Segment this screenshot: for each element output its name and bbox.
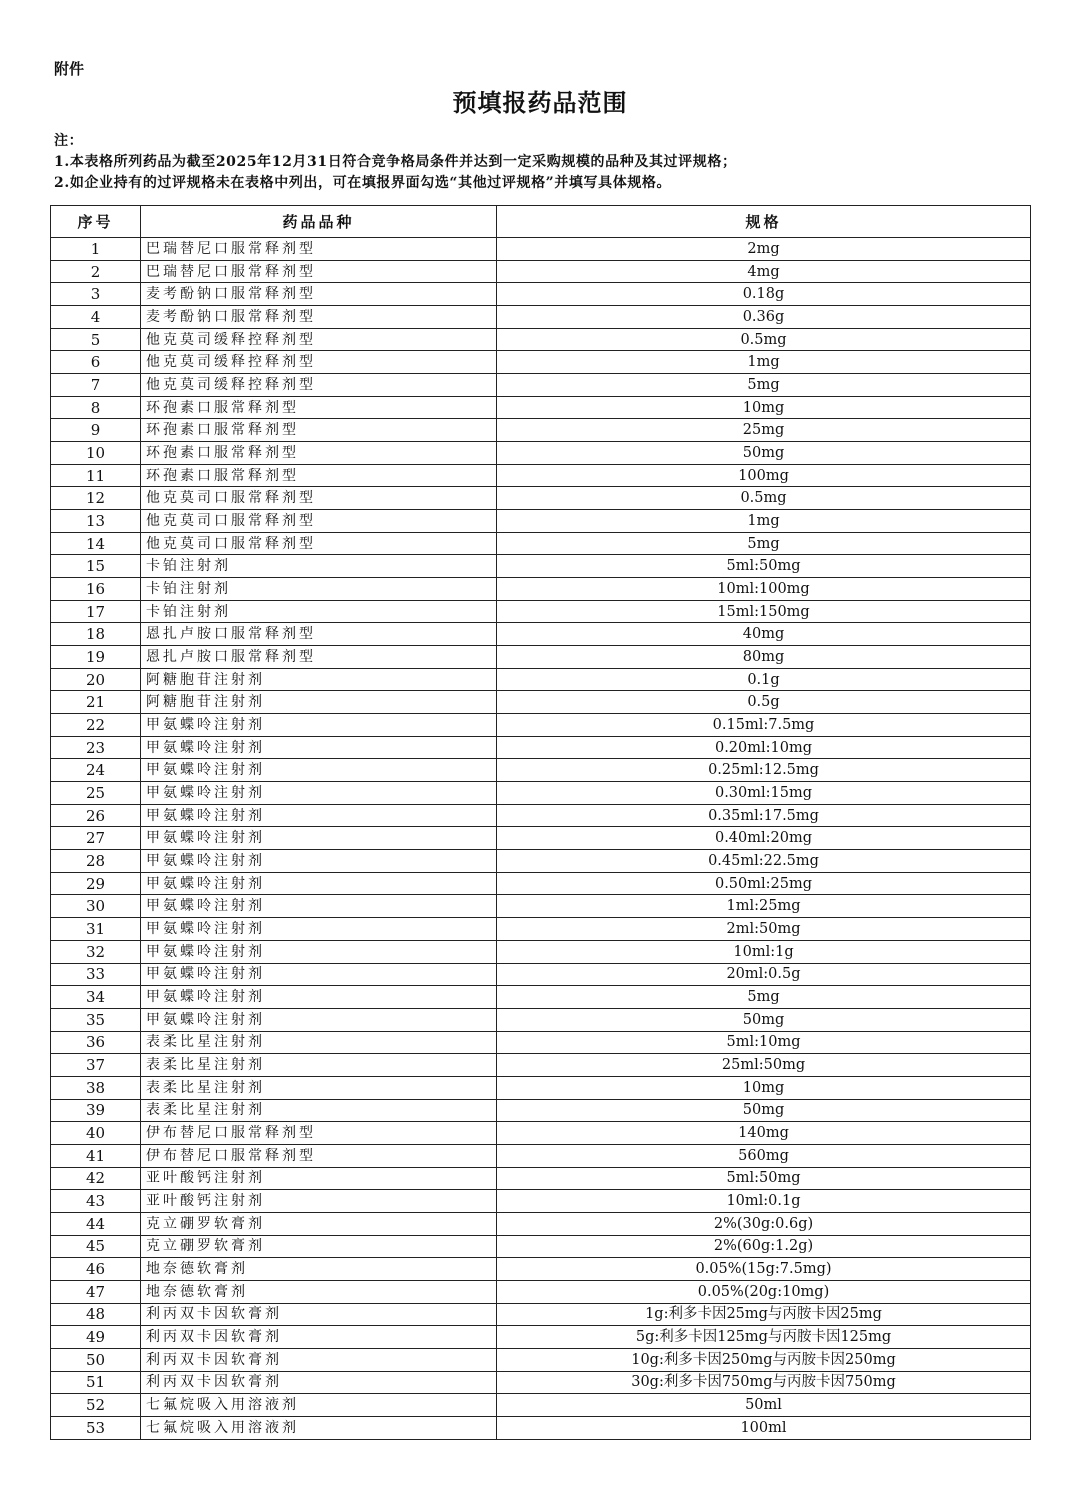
- row-index: 49: [51, 1326, 141, 1349]
- row-drug-name: 甲氨蝶呤注射剂: [141, 895, 497, 918]
- table-row: [51, 804, 1031, 827]
- row-spec: 5ml:50mg: [497, 555, 1031, 578]
- row-index: 5: [51, 328, 141, 351]
- row-drug-name: 他克莫司口服常释剂型: [141, 487, 497, 510]
- row-index: 40: [51, 1122, 141, 1145]
- row-spec: 10ml:100mg: [497, 578, 1031, 601]
- row-index: 35: [51, 1008, 141, 1031]
- row-drug-name: 甲氨蝶呤注射剂: [141, 782, 497, 805]
- row-index: 42: [51, 1167, 141, 1190]
- row-index: 1: [51, 238, 141, 261]
- table-row: [51, 1190, 1031, 1213]
- table-row: [51, 442, 1031, 465]
- row-index: 51: [51, 1371, 141, 1394]
- row-spec: 25ml:50mg: [497, 1054, 1031, 1077]
- row-spec: 0.5g: [497, 691, 1031, 714]
- row-drug-name: 伊布替尼口服常释剂型: [141, 1144, 497, 1167]
- row-drug-name: 甲氨蝶呤注射剂: [141, 872, 497, 895]
- row-spec: 10mg: [497, 1076, 1031, 1099]
- table-row: [51, 1054, 1031, 1077]
- row-index: 10: [51, 442, 141, 465]
- row-spec: 4mg: [497, 260, 1031, 283]
- table-row: [51, 714, 1031, 737]
- row-spec: 2ml:50mg: [497, 918, 1031, 941]
- row-drug-name: 他克莫司缓释控释剂型: [141, 374, 497, 397]
- row-drug-name: 巴瑞替尼口服常释剂型: [141, 238, 497, 261]
- table-row: [51, 940, 1031, 963]
- table-row: [51, 238, 1031, 261]
- row-spec: 100mg: [497, 464, 1031, 487]
- row-drug-name: 利丙双卡因软膏剂: [141, 1348, 497, 1371]
- row-index: 18: [51, 623, 141, 646]
- row-index: 28: [51, 850, 141, 873]
- table-row: [51, 578, 1031, 601]
- row-spec: 5ml:50mg: [497, 1167, 1031, 1190]
- table-row: [51, 374, 1031, 397]
- row-drug-name: 亚叶酸钙注射剂: [141, 1167, 497, 1190]
- row-spec: 50mg: [497, 1099, 1031, 1122]
- row-drug-name: 甲氨蝶呤注射剂: [141, 804, 497, 827]
- table-row: [51, 487, 1031, 510]
- row-spec: 0.5mg: [497, 487, 1031, 510]
- row-index: 31: [51, 918, 141, 941]
- header-drug-name: 药品品种: [141, 206, 497, 238]
- row-index: 23: [51, 736, 141, 759]
- table-row: [51, 1416, 1031, 1439]
- row-spec: 0.45ml:22.5mg: [497, 850, 1031, 873]
- note-line-1: 1.本表格所列药品为截至2025年12月31日符合竞争格局条件并达到一定采购规模的品种及其过评规格；: [54, 154, 737, 170]
- row-spec: 40mg: [497, 623, 1031, 646]
- table-row: [51, 1280, 1031, 1303]
- row-drug-name: 甲氨蝶呤注射剂: [141, 736, 497, 759]
- table-row: [51, 260, 1031, 283]
- row-index: 47: [51, 1280, 141, 1303]
- table-row: [51, 555, 1031, 578]
- row-drug-name: 七氟烷吸入用溶液剂: [141, 1394, 497, 1417]
- table-row: [51, 1212, 1031, 1235]
- row-index: 11: [51, 464, 141, 487]
- table-row: [51, 351, 1031, 374]
- row-index: 22: [51, 714, 141, 737]
- row-index: 2: [51, 260, 141, 283]
- table-row: [51, 1099, 1031, 1122]
- table-row: [51, 464, 1031, 487]
- table-row: [51, 668, 1031, 691]
- row-drug-name: 环孢素口服常释剂型: [141, 396, 497, 419]
- row-drug-name: 阿糖胞苷注射剂: [141, 691, 497, 714]
- row-spec: 1g:利多卡因25mg与丙胺卡因25mg: [497, 1303, 1031, 1326]
- row-drug-name: 利丙双卡因软膏剂: [141, 1303, 497, 1326]
- row-index: 32: [51, 940, 141, 963]
- row-index: 12: [51, 487, 141, 510]
- row-spec: 20ml:0.5g: [497, 963, 1031, 986]
- table-row: [51, 736, 1031, 759]
- row-index: 45: [51, 1235, 141, 1258]
- row-spec: 50mg: [497, 1008, 1031, 1031]
- row-spec: 80mg: [497, 646, 1031, 669]
- row-drug-name: 甲氨蝶呤注射剂: [141, 963, 497, 986]
- table-row: [51, 759, 1031, 782]
- row-drug-name: 巴瑞替尼口服常释剂型: [141, 260, 497, 283]
- table-row: [51, 1303, 1031, 1326]
- row-drug-name: 甲氨蝶呤注射剂: [141, 918, 497, 941]
- table-row: [51, 827, 1031, 850]
- row-index: 3: [51, 283, 141, 306]
- table-row: [51, 1326, 1031, 1349]
- row-drug-name: 地奈德软膏剂: [141, 1280, 497, 1303]
- row-drug-name: 环孢素口服常释剂型: [141, 419, 497, 442]
- row-drug-name: 甲氨蝶呤注射剂: [141, 759, 497, 782]
- notes-heading: 注：: [54, 133, 84, 149]
- row-spec: 1mg: [497, 351, 1031, 374]
- row-drug-name: 他克莫司口服常释剂型: [141, 510, 497, 533]
- row-spec: 100ml: [497, 1416, 1031, 1439]
- row-index: 36: [51, 1031, 141, 1054]
- row-index: 34: [51, 986, 141, 1009]
- row-spec: 15ml:150mg: [497, 600, 1031, 623]
- row-drug-name: 亚叶酸钙注射剂: [141, 1190, 497, 1213]
- table-row: [51, 691, 1031, 714]
- row-drug-name: 卡铂注射剂: [141, 578, 497, 601]
- row-drug-name: 恩扎卢胺口服常释剂型: [141, 646, 497, 669]
- row-index: 30: [51, 895, 141, 918]
- row-drug-name: 甲氨蝶呤注射剂: [141, 986, 497, 1009]
- row-index: 17: [51, 600, 141, 623]
- drug-table: [50, 205, 1031, 1440]
- table-header-row: [51, 206, 1031, 238]
- row-spec: 1mg: [497, 510, 1031, 533]
- row-index: 48: [51, 1303, 141, 1326]
- row-spec: 25mg: [497, 419, 1031, 442]
- row-drug-name: 他克莫司口服常释剂型: [141, 532, 497, 555]
- row-spec: 50mg: [497, 442, 1031, 465]
- row-drug-name: 表柔比星注射剂: [141, 1054, 497, 1077]
- row-spec: 10ml:1g: [497, 940, 1031, 963]
- row-spec: 0.18g: [497, 283, 1031, 306]
- row-index: 7: [51, 374, 141, 397]
- row-index: 6: [51, 351, 141, 374]
- row-index: 25: [51, 782, 141, 805]
- table-row: [51, 1008, 1031, 1031]
- row-index: 33: [51, 963, 141, 986]
- row-index: 13: [51, 510, 141, 533]
- row-index: 50: [51, 1348, 141, 1371]
- row-spec: 2mg: [497, 238, 1031, 261]
- table-row: [51, 1144, 1031, 1167]
- row-spec: 50ml: [497, 1394, 1031, 1417]
- row-spec: 0.20ml:10mg: [497, 736, 1031, 759]
- row-spec: 0.25ml:12.5mg: [497, 759, 1031, 782]
- row-drug-name: 甲氨蝶呤注射剂: [141, 850, 497, 873]
- row-index: 39: [51, 1099, 141, 1122]
- row-index: 44: [51, 1212, 141, 1235]
- table-row: [51, 1167, 1031, 1190]
- table-row: [51, 918, 1031, 941]
- row-drug-name: 地奈德软膏剂: [141, 1258, 497, 1281]
- row-index: 19: [51, 646, 141, 669]
- row-drug-name: 克立硼罗软膏剂: [141, 1235, 497, 1258]
- row-index: 52: [51, 1394, 141, 1417]
- note-line-2: 2.如企业持有的过评规格未在表格中列出，可在填报界面勾选“其他过评规格”并填写具体规格。: [54, 175, 672, 191]
- row-index: 21: [51, 691, 141, 714]
- row-index: 16: [51, 578, 141, 601]
- row-spec: 5mg: [497, 986, 1031, 1009]
- row-drug-name: 卡铂注射剂: [141, 600, 497, 623]
- attachment-label: 附件: [54, 60, 85, 78]
- row-spec: 0.05%(15g:7.5mg): [497, 1258, 1031, 1281]
- row-drug-name: 七氟烷吸入用溶液剂: [141, 1416, 497, 1439]
- row-spec: 30g:利多卡因750mg与丙胺卡因750mg: [497, 1371, 1031, 1394]
- row-index: 24: [51, 759, 141, 782]
- row-drug-name: 麦考酚钠口服常释剂型: [141, 283, 497, 306]
- row-index: 53: [51, 1416, 141, 1439]
- row-drug-name: 他克莫司缓释控释剂型: [141, 328, 497, 351]
- row-drug-name: 恩扎卢胺口服常释剂型: [141, 623, 497, 646]
- row-spec: 5g:利多卡因125mg与丙胺卡因125mg: [497, 1326, 1031, 1349]
- row-drug-name: 甲氨蝶呤注射剂: [141, 714, 497, 737]
- row-spec: 10mg: [497, 396, 1031, 419]
- row-spec: 0.15ml:7.5mg: [497, 714, 1031, 737]
- row-spec: 10ml:0.1g: [497, 1190, 1031, 1213]
- row-spec: 0.40ml:20mg: [497, 827, 1031, 850]
- row-spec: 2%(60g:1.2g): [497, 1235, 1031, 1258]
- row-drug-name: 伊布替尼口服常释剂型: [141, 1122, 497, 1145]
- row-spec: 10g:利多卡因250mg与丙胺卡因250mg: [497, 1348, 1031, 1371]
- row-spec: 0.1g: [497, 668, 1031, 691]
- row-drug-name: 利丙双卡因软膏剂: [141, 1326, 497, 1349]
- row-drug-name: 甲氨蝶呤注射剂: [141, 827, 497, 850]
- row-spec: 0.30ml:15mg: [497, 782, 1031, 805]
- table-row: [51, 623, 1031, 646]
- table-row: [51, 986, 1031, 1009]
- row-index: 37: [51, 1054, 141, 1077]
- row-spec: 0.05%(20g:10mg): [497, 1280, 1031, 1303]
- row-index: 8: [51, 396, 141, 419]
- table-row: [51, 419, 1031, 442]
- row-spec: 0.36g: [497, 306, 1031, 329]
- row-drug-name: 阿糖胞苷注射剂: [141, 668, 497, 691]
- row-spec: 0.5mg: [497, 328, 1031, 351]
- row-drug-name: 卡铂注射剂: [141, 555, 497, 578]
- row-spec: 5mg: [497, 374, 1031, 397]
- table-row: [51, 396, 1031, 419]
- row-index: 43: [51, 1190, 141, 1213]
- row-spec: 0.50ml:25mg: [497, 872, 1031, 895]
- table-row: [51, 1371, 1031, 1394]
- table-row: [51, 306, 1031, 329]
- row-index: 41: [51, 1144, 141, 1167]
- page-title: 预填报药品范围: [452, 89, 628, 117]
- table-row: [51, 328, 1031, 351]
- table-row: [51, 646, 1031, 669]
- row-drug-name: 表柔比星注射剂: [141, 1076, 497, 1099]
- row-index: 14: [51, 532, 141, 555]
- table-row: [51, 872, 1031, 895]
- row-drug-name: 麦考酚钠口服常释剂型: [141, 306, 497, 329]
- row-spec: 1ml:25mg: [497, 895, 1031, 918]
- row-drug-name: 环孢素口服常释剂型: [141, 442, 497, 465]
- table-row: [51, 1394, 1031, 1417]
- table-row: [51, 1258, 1031, 1281]
- row-index: 4: [51, 306, 141, 329]
- header-index: 序号: [51, 206, 141, 238]
- table-row: [51, 510, 1031, 533]
- table-body: [51, 238, 1031, 1440]
- row-index: 38: [51, 1076, 141, 1099]
- table-row: [51, 895, 1031, 918]
- row-spec: 560mg: [497, 1144, 1031, 1167]
- table-row: [51, 600, 1031, 623]
- row-drug-name: 克立硼罗软膏剂: [141, 1212, 497, 1235]
- table-row: [51, 1348, 1031, 1371]
- row-index: 20: [51, 668, 141, 691]
- row-index: 26: [51, 804, 141, 827]
- row-index: 46: [51, 1258, 141, 1281]
- table-row: [51, 283, 1031, 306]
- row-drug-name: 表柔比星注射剂: [141, 1031, 497, 1054]
- row-drug-name: 甲氨蝶呤注射剂: [141, 940, 497, 963]
- row-spec: 140mg: [497, 1122, 1031, 1145]
- notes: [54, 131, 737, 194]
- row-index: 15: [51, 555, 141, 578]
- row-drug-name: 利丙双卡因软膏剂: [141, 1371, 497, 1394]
- table-row: [51, 1031, 1031, 1054]
- row-spec: 0.35ml:17.5mg: [497, 804, 1031, 827]
- table-row: [51, 1122, 1031, 1145]
- row-drug-name: 表柔比星注射剂: [141, 1099, 497, 1122]
- row-spec: 5mg: [497, 532, 1031, 555]
- row-spec: 5ml:10mg: [497, 1031, 1031, 1054]
- row-spec: 2%(30g:0.6g): [497, 1212, 1031, 1235]
- table-row: [51, 1235, 1031, 1258]
- header-spec: 规格: [497, 206, 1031, 238]
- row-drug-name: 环孢素口服常释剂型: [141, 464, 497, 487]
- table-row: [51, 532, 1031, 555]
- row-drug-name: 甲氨蝶呤注射剂: [141, 1008, 497, 1031]
- table-row: [51, 850, 1031, 873]
- table-row: [51, 1076, 1031, 1099]
- row-index: 29: [51, 872, 141, 895]
- table-row: [51, 782, 1031, 805]
- row-index: 27: [51, 827, 141, 850]
- table-row: [51, 963, 1031, 986]
- row-index: 9: [51, 419, 141, 442]
- row-drug-name: 他克莫司缓释控释剂型: [141, 351, 497, 374]
